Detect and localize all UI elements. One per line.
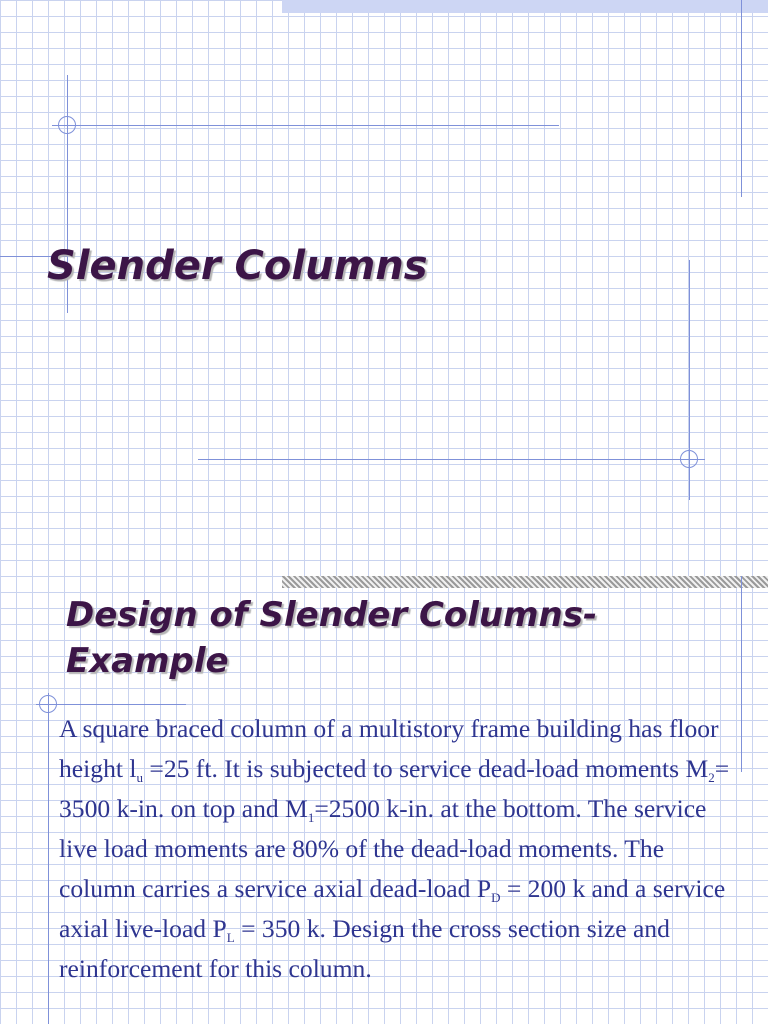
subscript-l: L: [226, 930, 235, 945]
slide-heading: Design of Slender Columns-Example: [66, 595, 598, 681]
slide-title: Slender Columns: [47, 243, 428, 289]
lower-corner-circle-icon: [680, 450, 698, 468]
top-accent-bar: [282, 0, 768, 13]
right-edge-line: [741, 0, 742, 197]
subscript-u: u: [136, 770, 143, 785]
text-part-1: A square braced column of a multistory frame building has floor height l: [59, 714, 719, 783]
subscript-2: 2: [708, 770, 715, 785]
slide-separator-pattern: [282, 576, 768, 588]
subscript-1: 1: [307, 810, 315, 825]
body-corner-circle-icon: [39, 695, 57, 713]
upper-horizontal-line: [52, 125, 559, 126]
lower-horizontal-line: [198, 459, 705, 460]
text-part-2: =25 ft. It is subjected to service dead-load moments M: [142, 754, 709, 783]
text-part-5: = 200 k and a service axial live-load P: [59, 874, 726, 943]
body-top-line: [36, 704, 186, 705]
upper-corner-circle-icon: [58, 116, 76, 134]
problem-statement: [59, 709, 739, 989]
text-part-4: =2500 k-in. at the bottom. The service live load moments are 80% of the dead-load moments. The column carries a service axial dead-load P: [59, 794, 707, 903]
right-edge-line-2: [741, 576, 742, 772]
text-part-3: = 3500 k-in. on top and M: [59, 754, 730, 823]
body-left-line: [48, 693, 49, 1024]
subscript-d: D: [491, 890, 501, 905]
text-part-6: = 350 k. Design the cross section size and reinforcement for this column.: [59, 914, 670, 983]
content-slide: [0, 576, 768, 1024]
